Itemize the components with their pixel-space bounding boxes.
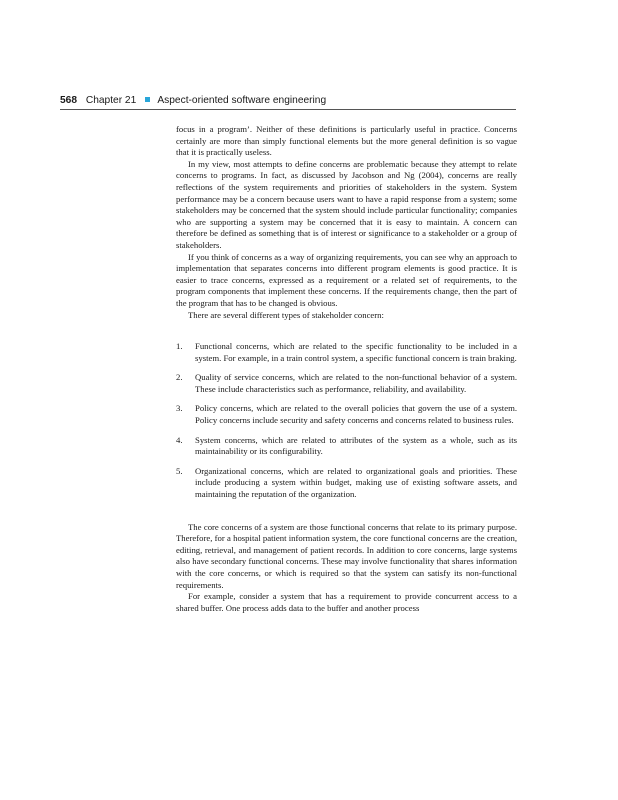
list-item-text: Organizational concerns, which are related to organizational goals and priorities. These include producing a system within budget, making use of existing software assets, and maintaining the reputation of the organization.: [195, 465, 517, 500]
list-item-text: Quality of service concerns, which are related to the non-functional behavior of a system. These include characteristics such as performance, reliability, and availability.: [195, 372, 517, 394]
paragraph: In my view, most attempts to define concerns are problematic because they attempt to relate concerns to programs. In fact, as discussed by Jacobson and Ng (2004), concerns are really reflections of the system requirements and priorities of stakeholders in the system. System performance may be a concern because users want to have a rapid response from a system; some stakeholders may be concerned that the system should include particular functionality; companies who are supporting a system may be concerned that it is easy to maintain. A concern can therefore be defined as something that is of interest or significance to a stakeholder or a group of stakeholders.: [176, 158, 517, 250]
list-item-text: System concerns, which are related to attributes of the system as a whole, such as its maintainability or its configurability.: [195, 434, 517, 457]
square-bullet-icon: [145, 97, 150, 102]
chapter-title: Aspect-oriented software engineering: [157, 95, 327, 106]
chapter-label: Chapter 21: [85, 95, 137, 106]
paragraph: There are several different types of stakeholder concern:: [188, 309, 384, 320]
list-item: [176, 341, 517, 364]
paragraph: If you think of concerns as a way of organizing requirements, you can see why an approach to implementation that separates concerns into different program elements is good practice. It is easier to trace concerns, expressed as a requirement or a related set of requirements, to the program components that implement these concerns. If the requirements change, then the part of the program that has to be changed is obvious.: [176, 251, 517, 308]
list-item-text: Functional concerns, which are related to the specific functionality to be included in a system. For example, in a train control system, a specific functional concern is train braking.: [195, 341, 517, 363]
list-item: [176, 466, 517, 501]
paragraph: The core concerns of a system are those functional concerns that relate to its primary purpose. Therefore, for a hospital patient information system, the core functional concerns are the creation, editing, retrieval, and management of patient records. In addition to core concerns, large systems also have secondary functional concerns. These may involve functionality that shares information with the core concerns, or which is required so that the system can satisfy its non-functional requirements.: [176, 521, 517, 590]
list-number: 2.: [176, 372, 183, 383]
concern-list: [176, 341, 517, 501]
list-item-text: Policy concerns, which are related to the overall policies that govern the use of a system. Policy concerns include security and safety concerns and concerns related to business rules.: [195, 403, 517, 426]
header-rule: [60, 109, 516, 110]
list-number: 3.: [176, 403, 183, 414]
paragraph: For example, consider a system that has a requirement to provide concurrent access to a shared buffer. One process adds data to the buffer and another process: [176, 591, 517, 613]
running-header: [60, 93, 516, 109]
list-item: [176, 403, 517, 426]
page-number: 568: [60, 95, 77, 106]
list-number: 4.: [176, 434, 183, 445]
body-text: [176, 124, 517, 614]
list-number: 5.: [176, 465, 183, 476]
list-number: 1.: [176, 341, 183, 352]
list-item: [176, 435, 517, 458]
list-item: [176, 372, 517, 395]
paragraph: focus in a program’. Neither of these definitions is particularly useful in practice. Concerns certainly are more than simply functional elements but the more general definition is so vague that it is practically useless.: [176, 124, 517, 158]
